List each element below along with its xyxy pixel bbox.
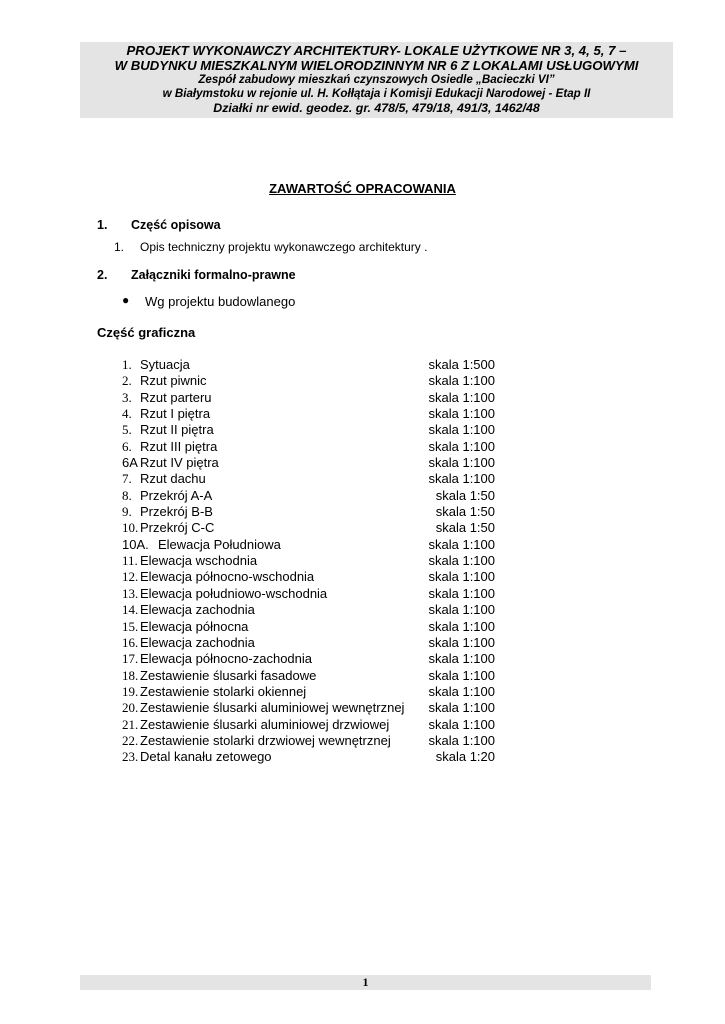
drawing-name: Detal kanału zetowego [140, 749, 272, 765]
header-line-3: Zespół zabudowy mieszkań czynszowych Osiedle „Bacieczki VI” [198, 73, 555, 86]
section-1-number: 1. [97, 218, 108, 232]
drawing-number: 17. [122, 651, 139, 667]
page-footer [80, 975, 651, 990]
drawing-scale: skala 1:100 [428, 422, 495, 438]
drawing-list [122, 357, 502, 766]
drawing-row [122, 406, 502, 422]
header-line-1: PROJEKT WYKONAWCZY ARCHITEKTURY- LOKALE UŻYTKOWE NR 3, 4, 5, 7 – [126, 43, 627, 58]
page-number: 1 [362, 975, 369, 989]
drawing-row [122, 635, 502, 651]
drawing-number: 2. [122, 373, 132, 389]
drawing-name: Elewacja wschodnia [140, 553, 258, 569]
drawing-scale: skala 1:100 [428, 732, 495, 748]
page-title: ZAWARTOŚĆ OPRACOWANIA [269, 181, 456, 196]
drawing-name: Zestawienie ślusarki aluminiowej wewnętrznej [140, 700, 405, 716]
section-1-item-number: 1. [114, 240, 125, 254]
drawing-name: Elewacja północna [140, 618, 249, 634]
drawing-scale: skala 1:100 [428, 553, 495, 569]
drawing-number: 23. [122, 749, 139, 765]
drawing-number: 20. [122, 700, 139, 716]
drawing-number: 8. [122, 487, 132, 503]
drawing-name: Elewacja Południowa [158, 536, 281, 552]
drawing-number: 22. [122, 732, 139, 748]
drawing-row [122, 455, 502, 471]
drawing-name: Rzut dachu [140, 471, 206, 487]
drawing-number: 12. [122, 569, 139, 585]
header-line-2: W BUDYNKU MIESZKALNYM WIELORODZINNYM NR 6 Z LOKALAMI USŁUGOWYMI [114, 58, 639, 73]
drawing-name: Przekrój B-B [140, 504, 213, 520]
drawing-row [122, 537, 502, 553]
drawing-scale: skala 1:100 [428, 438, 495, 454]
drawing-row [122, 553, 502, 569]
drawing-scale: skala 1:100 [428, 651, 495, 667]
drawing-name: Rzut parteru [140, 389, 212, 405]
drawing-row [122, 749, 502, 765]
drawing-number: 11. [122, 553, 138, 569]
drawing-row [122, 357, 502, 373]
drawing-number: 16. [122, 634, 139, 650]
drawing-scale: skala 1:100 [428, 406, 495, 422]
section-2-number: 2. [97, 268, 108, 282]
drawing-name: Rzut I piętra [140, 406, 211, 422]
section-1-item-text: Opis techniczny projektu wykonawczego architektury . [140, 240, 428, 254]
drawing-scale: skala 1:100 [428, 683, 495, 699]
drawing-scale: skala 1:100 [428, 536, 495, 552]
drawing-name: Przekrój C-C [140, 520, 215, 536]
drawing-name: Zestawienie ślusarki fasadowe [140, 667, 317, 683]
drawing-row [122, 586, 502, 602]
drawing-row [122, 471, 502, 487]
drawing-name: Przekrój A-A [140, 487, 213, 503]
drawing-number: 15. [122, 618, 139, 634]
drawing-number: 14. [122, 602, 139, 618]
drawing-name: Elewacja północno-zachodnia [140, 651, 313, 667]
section-1-title: Część opisowa [131, 218, 221, 232]
drawing-number: 6. [122, 438, 132, 454]
drawing-name: Rzut IV piętra [140, 455, 219, 471]
drawing-name: Zestawienie stolarki drzwiowej wewnętrznej [140, 732, 391, 748]
drawing-row [122, 668, 502, 684]
drawing-name: Rzut III piętra [140, 438, 218, 454]
drawing-name: Zestawienie ślusarki aluminiowej drzwiowej [140, 716, 390, 732]
drawing-row [122, 488, 502, 504]
drawing-scale: skala 1:100 [428, 700, 495, 716]
drawing-number: 3. [122, 389, 132, 405]
drawing-row [122, 684, 502, 700]
drawing-scale: skala 1:100 [428, 667, 495, 683]
drawing-number: 18. [122, 667, 139, 683]
header-line-5: Działki nr ewid. geodez. gr. 478/5, 479/18, 491/3, 1462/48 [213, 101, 540, 115]
drawing-row [122, 619, 502, 635]
drawing-row [122, 520, 502, 536]
drawing-name: Elewacja zachodnia [140, 602, 255, 618]
drawing-name: Elewacja zachodnia [140, 634, 255, 650]
graphic-section-heading: Część graficzna [97, 325, 196, 340]
drawing-scale: skala 1:100 [428, 373, 495, 389]
drawing-number: 5. [122, 422, 132, 438]
drawing-number: 13. [122, 585, 139, 601]
drawing-scale: skala 1:100 [428, 716, 495, 732]
drawing-row [122, 390, 502, 406]
drawing-scale: skala 1:100 [428, 618, 495, 634]
drawing-scale: skala 1:100 [428, 585, 495, 601]
drawing-scale: skala 1:50 [435, 504, 495, 520]
drawing-row [122, 569, 502, 585]
drawing-name: Elewacja północno-wschodnia [140, 569, 315, 585]
drawing-number: 10A. [122, 536, 149, 552]
drawing-number: 19. [122, 683, 139, 699]
drawing-name: Zestawienie stolarki okiennej [140, 683, 307, 699]
drawing-number: 21. [122, 716, 139, 732]
drawing-scale: skala 1:20 [435, 749, 495, 765]
drawing-scale: skala 1:100 [428, 389, 495, 405]
drawing-scale: skala 1:100 [428, 471, 495, 487]
drawing-name: Sytuacja [140, 357, 190, 372]
drawing-scale: skala 1:500 [428, 357, 495, 372]
drawing-number: 7. [122, 471, 132, 487]
header-line-4: w Białymstoku w rejonie ul. H. Kołłątaja i Komisji Edukacji Narodowej - Etap II [162, 87, 591, 100]
drawing-scale: skala 1:50 [435, 487, 495, 503]
document-header [80, 42, 673, 118]
drawing-row [122, 504, 502, 520]
drawing-scale: skala 1:100 [428, 634, 495, 650]
bullet-icon: ● [122, 293, 130, 307]
drawing-row [122, 602, 502, 618]
drawing-name: Rzut piwnic [140, 373, 207, 389]
drawing-scale: skala 1:100 [428, 602, 495, 618]
drawing-row [122, 717, 502, 733]
drawing-row [122, 373, 502, 389]
drawing-row [122, 700, 502, 716]
drawing-name: Rzut II piętra [140, 422, 214, 438]
drawing-number: 1. [122, 357, 132, 372]
drawing-number: 10. [122, 520, 139, 536]
drawing-row [122, 651, 502, 667]
drawing-scale: skala 1:100 [428, 455, 495, 471]
drawing-number: 9. [122, 504, 132, 520]
drawing-row [122, 733, 502, 749]
drawing-number: 6A [122, 455, 138, 471]
drawing-scale: skala 1:50 [435, 520, 495, 536]
drawing-scale: skala 1:100 [428, 569, 495, 585]
section-2-bullet-text: Wg projektu budowlanego [145, 294, 296, 309]
drawing-row [122, 422, 502, 438]
drawing-number: 4. [122, 406, 132, 422]
section-2-title: Załączniki formalno-prawne [131, 268, 296, 282]
drawing-row [122, 439, 502, 455]
drawing-name: Elewacja południowo-wschodnia [140, 585, 328, 601]
